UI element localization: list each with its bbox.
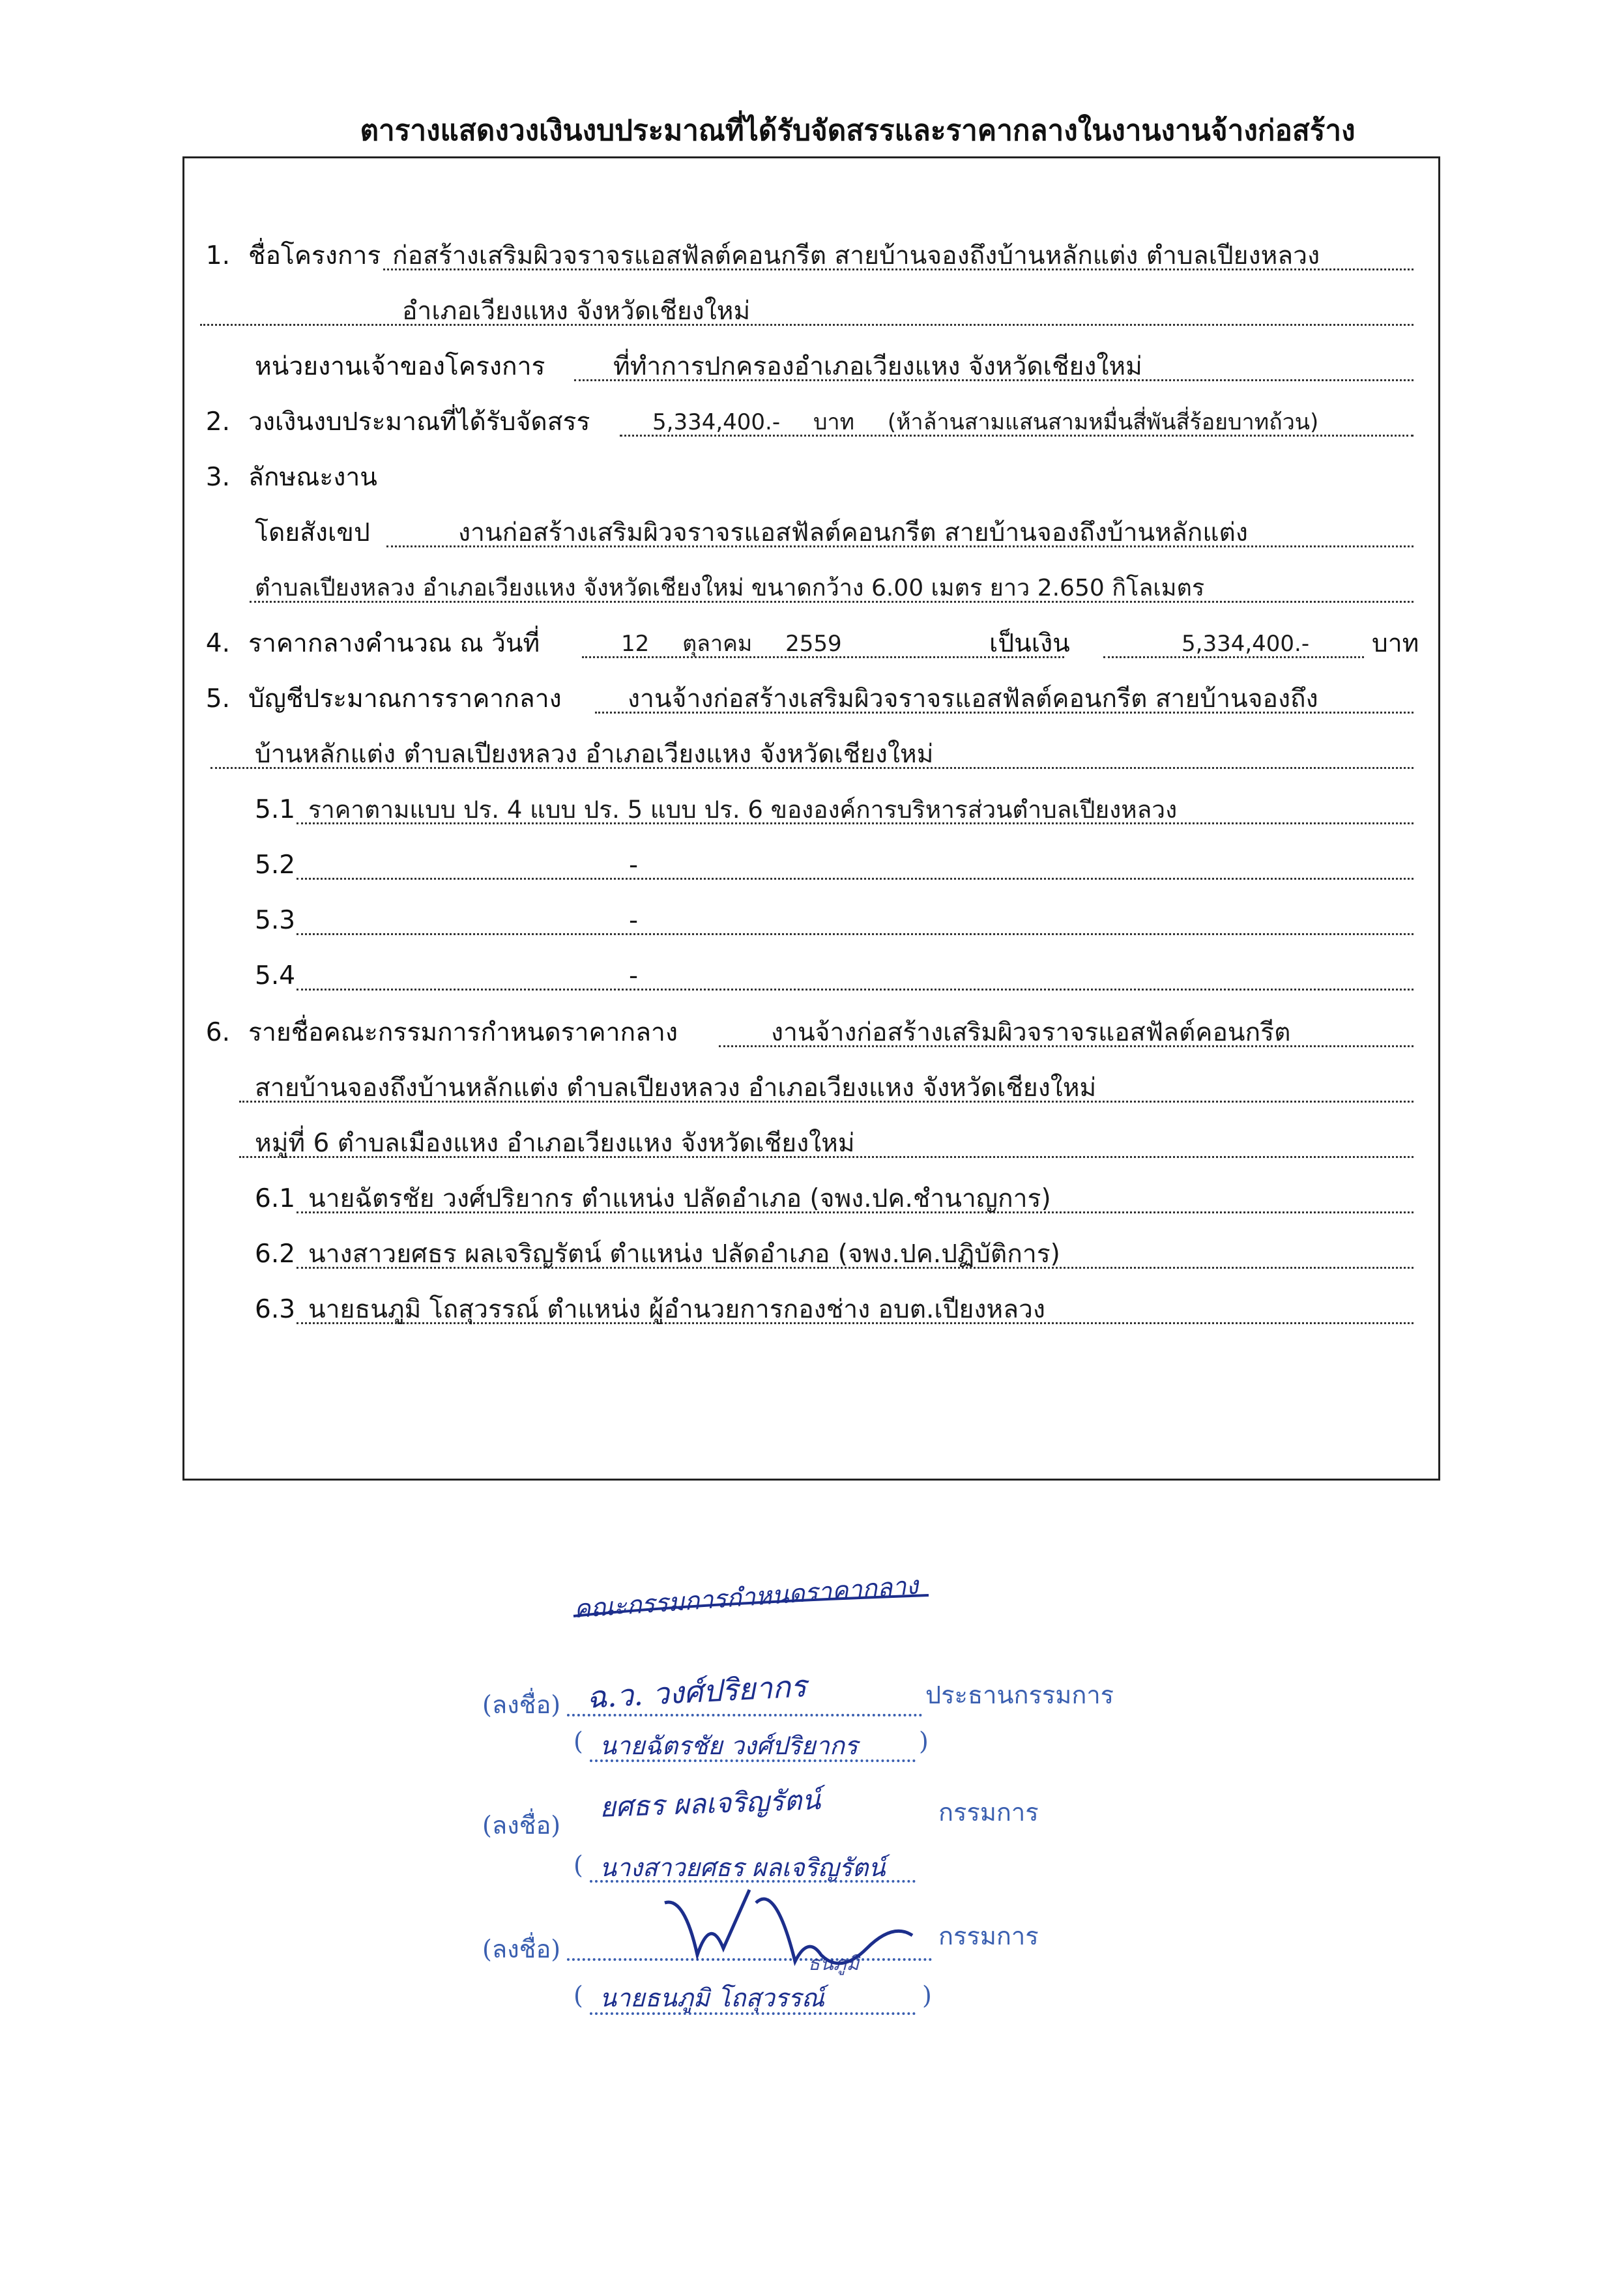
name-paren-close-1: ) xyxy=(919,1727,929,1756)
item-5-label: บัญชีประมาณการราคากลาง xyxy=(248,684,562,714)
document-title: ตารางแสดงวงเงินงบประมาณที่ได้รับจัดสรรและราคากลางในงานงานจ้างก่อสร้าง xyxy=(360,114,1356,147)
printed-name-3: นายธนภูมิ โถสุวรรณ์ xyxy=(600,1984,824,2012)
price-day: 12 xyxy=(621,631,650,657)
role-member-1: กรรมการ xyxy=(938,1798,1039,1827)
item-5-line xyxy=(184,680,1438,719)
item-3-line xyxy=(184,458,1438,497)
summary-line xyxy=(184,514,1438,553)
item-5-number: 5. xyxy=(205,684,230,714)
project-name-value: ก่อสร้างเสริมผิวจราจรแอสฟัลต์คอนกรีต สายบ้านจองถึงบ้านหลักแต่ง ตำบลเปียงหลวง xyxy=(383,237,1414,270)
role-member-2: กรรมการ xyxy=(938,1922,1039,1950)
member-6-3-value: นายธนภูมิ โถสุวรรณ์ ตำแหน่ง ผู้อำนวยการกองช่าง อบต.เปียงหลวง xyxy=(297,1290,1414,1324)
name-paren-open-2: ( xyxy=(573,1851,583,1879)
sub-5-1-number: 5.1 xyxy=(255,795,296,824)
item-1-label: ชื่อโครงการ xyxy=(248,241,381,270)
item-6-line-3 xyxy=(184,1124,1438,1163)
sub-5-4-number: 5.4 xyxy=(255,961,296,991)
committee-work-value-3: หมู่ที่ 6 ตำบลเมืองแหง อำเภอเวียงแหง จังหวัดเชียงใหม่ xyxy=(239,1124,1414,1158)
name-line-1 xyxy=(590,1759,916,1762)
signature-3-scribble xyxy=(645,1877,919,1994)
printed-name-1: นายฉัตรชัย วงศ์ปริยากร xyxy=(600,1731,858,1760)
committee-heading: คณะกรรมการกำหนดราคากลาง xyxy=(573,1570,920,1624)
item-3-label: ลักษณะงาน xyxy=(248,463,377,492)
summary-value: งานก่อสร้างเสริมผิวจราจรแอสฟัลต์คอนกรีต สายบ้านจองถึงบ้านหลักแต่ง xyxy=(386,514,1414,547)
sign-label-1: (ลงชื่อ) xyxy=(482,1690,561,1719)
sub-5-2-value: - xyxy=(297,846,1414,880)
sub-5-4-value: - xyxy=(297,957,1414,991)
name-line-3 xyxy=(590,2012,916,2015)
item-2-line xyxy=(184,403,1438,442)
item-4-line xyxy=(184,624,1438,663)
budget-unit: บาท xyxy=(813,409,855,435)
owner-label: หน่วยงานเจ้าของโครงการ xyxy=(255,352,545,381)
item-2-label: วงเงินงบประมาณที่ได้รับจัดสรร xyxy=(248,407,590,437)
budget-amount-field xyxy=(620,403,1414,437)
committee-work-value: งานจ้างก่อสร้างเสริมผิวจราจรแอสฟัลต์คอนกรีต xyxy=(719,1013,1414,1047)
member-6-1-value: นายฉัตรชัย วงศ์ปริยากร ตำแหน่ง ปลัดอำเภอ (จพง.ปค.ชำนาญการ) xyxy=(297,1179,1414,1213)
price-list-value: งานจ้างก่อสร้างเสริมผิวจราจรแอสฟัลต์คอนกรีต สายบ้านจองถึง xyxy=(595,680,1414,714)
signature-2: ยศธร ผลเจริญรัตน์ xyxy=(599,1784,821,1823)
sub-5-2-line xyxy=(184,846,1438,885)
budget-amount-words: (ห้าล้านสามแสนสามหมื่นสี่พันสี่ร้อยบาทถ้วน) xyxy=(887,409,1319,435)
item-4-label: ราคากลางคำนวณ ณ วันที่ xyxy=(248,629,540,658)
sub-5-1-line xyxy=(184,790,1438,830)
price-unit: บาท xyxy=(1372,629,1419,658)
sign-label-2: (ลงชื่อ) xyxy=(482,1811,561,1840)
member-6-2-value: นางสาวยศธร ผลเจริญรัตน์ ตำแหน่ง ปลัดอำเภอ (จพง.ปค.ปฏิบัติการ) xyxy=(297,1235,1414,1269)
sub-5-3-value: - xyxy=(297,901,1414,935)
sub-5-1-value: ราคาตามแบบ ปร. 4 แบบ ปร. 5 แบบ ปร. 6 ขององค์การบริหารส่วนตำบลเปียงหลวง xyxy=(297,790,1414,824)
summary-value-2: ตำบลเปียงหลวง อำเภอเวียงแหง จังหวัดเชียงใหม่ ขนาดกว้าง 6.00 เมตร ยาว 2.650 กิโลเมตร xyxy=(250,569,1414,603)
sign-label-3: (ลงชื่อ) xyxy=(482,1935,561,1963)
price-year: 2559 xyxy=(785,631,842,657)
item-6-number: 6. xyxy=(205,1018,230,1047)
heading-underline xyxy=(570,1590,935,1629)
signature-3: ธนภูมิ xyxy=(808,1952,860,1975)
summary-label: โดยสังเขป xyxy=(255,518,370,547)
budget-amount: 5,334,400.- xyxy=(652,409,781,435)
member-6-1-number: 6.1 xyxy=(255,1184,296,1213)
price-amount: 5,334,400.- xyxy=(1103,624,1364,658)
item-1-number: 1. xyxy=(205,241,230,270)
member-6-2-line xyxy=(184,1235,1438,1274)
item-6-label: รายชื่อคณะกรรมการกำหนดราคากลาง xyxy=(248,1018,678,1047)
member-6-3-number: 6.3 xyxy=(255,1295,296,1324)
member-6-1-line xyxy=(184,1179,1438,1219)
member-6-3-line xyxy=(184,1290,1438,1329)
item-1-line-2 xyxy=(184,292,1438,331)
sub-5-4-line xyxy=(184,957,1438,996)
price-month: ตุลาคม xyxy=(682,631,753,657)
committee-work-value-2: สายบ้านจองถึงบ้านหลักแต่ง ตำบลเปียงหลวง อำเภอเวียงแหง จังหวัดเชียงใหม่ xyxy=(239,1069,1414,1103)
item-1-line xyxy=(184,237,1438,276)
item-4-number: 4. xyxy=(205,629,230,658)
sub-5-3-number: 5.3 xyxy=(255,906,296,935)
budget-table-box xyxy=(182,156,1440,1481)
item-6-line xyxy=(184,1013,1438,1052)
item-6-line-2 xyxy=(184,1069,1438,1108)
owner-line xyxy=(184,347,1438,386)
price-amount-label: เป็นเงิน xyxy=(989,629,1070,658)
summary-line-2 xyxy=(184,569,1438,608)
name-paren-open-1: ( xyxy=(573,1727,583,1756)
member-6-2-number: 6.2 xyxy=(255,1239,296,1269)
sub-5-3-line xyxy=(184,901,1438,940)
role-chair: ประธานกรรมการ xyxy=(925,1681,1114,1709)
project-name-value-2: อำเภอเวียงแหง จังหวัดเชียงใหม่ xyxy=(200,292,1414,326)
item-3-number: 3. xyxy=(205,463,230,492)
item-5-line-2 xyxy=(184,735,1438,774)
item-2-number: 2. xyxy=(205,407,230,437)
name-paren-close-3: ) xyxy=(922,1981,932,2010)
price-list-value-2: บ้านหลักแต่ง ตำบลเปียงหลวง อำเภอเวียงแหง จังหวัดเชียงใหม่ xyxy=(210,735,1414,769)
name-paren-open-3: ( xyxy=(573,1981,583,2010)
sub-5-2-number: 5.2 xyxy=(255,850,296,880)
printed-name-2: นางสาวยศธร ผลเจริญรัตน์ xyxy=(600,1853,886,1882)
signature-1: ฉ.ว. วงศ์ปริยากร xyxy=(585,1668,807,1715)
owner-value: ที่ทำการปกครองอำเภอเวียงแหง จังหวัดเชียงใหม่ xyxy=(574,347,1414,381)
